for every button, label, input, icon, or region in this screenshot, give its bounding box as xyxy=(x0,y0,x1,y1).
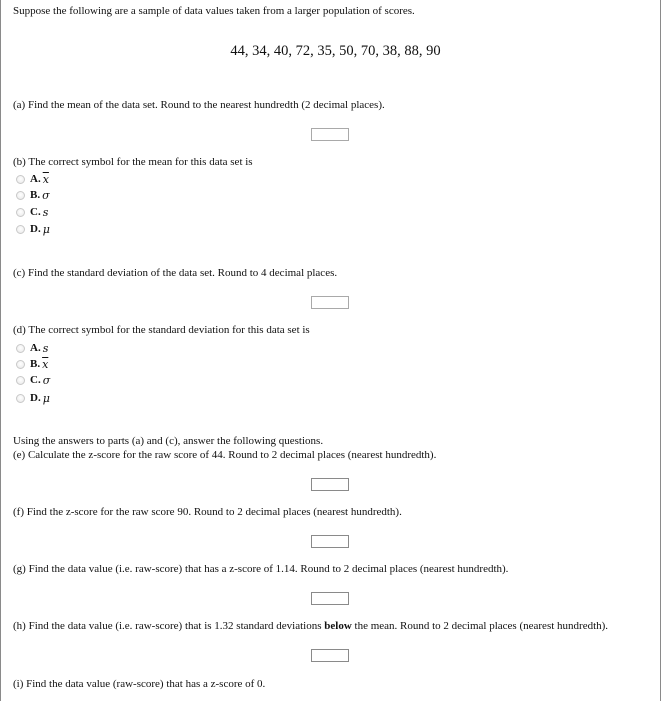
option-letter: D. xyxy=(30,223,41,235)
option-symbol: s xyxy=(42,205,49,219)
option-symbol: s xyxy=(42,341,49,355)
radio-button[interactable] xyxy=(16,344,25,353)
radio-button[interactable] xyxy=(16,175,25,184)
option-letter: B. xyxy=(30,358,41,370)
option-b-d[interactable] xyxy=(16,222,50,236)
radio-button[interactable] xyxy=(16,376,25,385)
question-e: (e) Calculate the z-score for the raw score of 44. Round to 2 decimal places (nearest hundredth). xyxy=(13,449,437,461)
option-symbol: $\overline{x}$ xyxy=(42,357,49,371)
option-b-a[interactable] xyxy=(16,172,49,186)
option-d-a[interactable] xyxy=(16,341,48,355)
option-letter: A. xyxy=(30,342,41,354)
question-i: (i) Find the data value (raw-score) that has a z-score of 0. xyxy=(13,678,266,690)
question-h xyxy=(13,620,608,632)
question-e-intro: Using the answers to parts (a) and (c), answer the following questions. xyxy=(13,435,324,447)
answer-a-input[interactable] xyxy=(311,128,349,141)
radio-button[interactable] xyxy=(16,191,25,200)
question-d: (d) The correct symbol for the standard deviation for this data set is xyxy=(13,324,310,336)
answer-f-input[interactable] xyxy=(311,535,349,548)
option-d-d[interactable] xyxy=(16,391,50,405)
option-symbol: σ xyxy=(42,188,50,202)
question-b: (b) The correct symbol for the mean for this data set is xyxy=(13,156,253,168)
question-g: (g) Find the data value (i.e. raw-score) that has a z-score of 1.14. Round to 2 decimal places (nearest hundredth). xyxy=(13,563,509,575)
question-f: (f) Find the z-score for the raw score 90. Round to 2 decimal places (nearest hundredth). xyxy=(13,506,402,518)
option-letter: A. xyxy=(30,173,41,185)
option-symbol: σ xyxy=(42,373,51,387)
option-letter: B. xyxy=(30,189,41,201)
option-symbol: μ xyxy=(42,222,50,236)
answer-c-input[interactable] xyxy=(311,296,349,309)
intro-text: Suppose the following are a sample of data values taken from a larger population of scores. xyxy=(13,5,415,17)
question-h-emphasis: below xyxy=(324,620,352,632)
option-d-c[interactable] xyxy=(16,373,50,387)
answer-e-input[interactable] xyxy=(311,478,349,491)
question-h-text-end: the mean. Round to 2 decimal places (nearest hundredth). xyxy=(351,620,609,632)
question-a: (a) Find the mean of the data set. Round to the nearest hundredth (2 decimal places). xyxy=(13,99,385,111)
radio-button[interactable] xyxy=(16,394,25,403)
option-b-c[interactable] xyxy=(16,205,48,219)
radio-button[interactable] xyxy=(16,360,25,369)
option-symbol: μ xyxy=(42,391,50,405)
question-h-text: (h) Find the data value (i.e. raw-score) that is 1.32 standard deviations xyxy=(13,620,325,632)
question-c: (c) Find the standard deviation of the data set. Round to 4 decimal places. xyxy=(13,267,338,279)
option-symbol: $\overline{x}$ xyxy=(42,172,49,186)
radio-button[interactable] xyxy=(16,225,25,234)
option-b-b[interactable] xyxy=(16,188,50,202)
option-letter: C. xyxy=(30,206,41,218)
radio-button[interactable] xyxy=(16,208,25,217)
option-letter: D. xyxy=(30,392,41,404)
answer-h-input[interactable] xyxy=(311,649,349,662)
data-values: 44, 34, 40, 72, 35, 50, 70, 38, 88, 90 xyxy=(230,43,441,59)
option-d-b[interactable] xyxy=(16,357,48,371)
option-letter: C. xyxy=(30,374,41,386)
answer-g-input[interactable] xyxy=(311,592,349,605)
